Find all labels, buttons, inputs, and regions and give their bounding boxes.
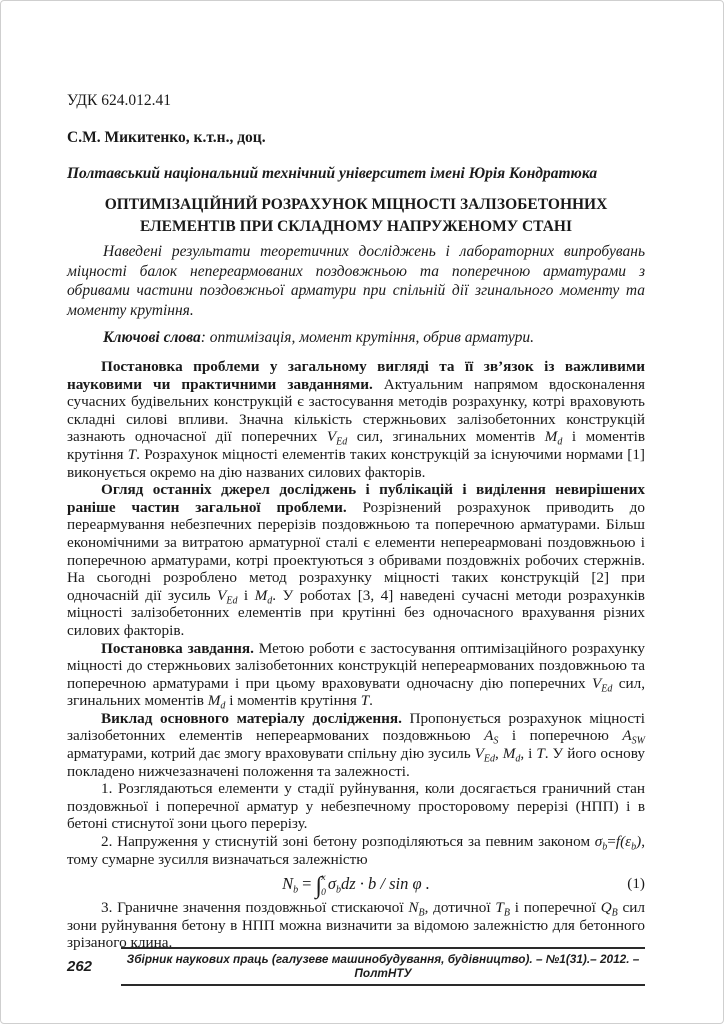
text-run: σ (594, 833, 603, 851)
text-run: Ed (226, 595, 238, 607)
text-run: ) (636, 833, 642, 851)
body-flow-1 (67, 358, 645, 868)
keywords (67, 328, 645, 347)
text-run: Метою роботи є застосування оптимізаційного розрахунку міцності до стержньових залізобетонних конструкцій непереармованих поздовжньою та поперечною арматурами і при цьому враховувати одночасну дію поперечних (67, 639, 646, 692)
text-run: . (369, 692, 373, 710)
text-run: M (207, 692, 221, 710)
text-run: 1. Розглядаються елементи у стадії руйнування, коли досягається граничний стан поздовжньої і поперечної арматур у небезпечному просторовому перерізі (НПП) і в бетоні стиснутої зони цього перерізу. (67, 780, 645, 833)
equation (67, 871, 645, 900)
text-run: V (592, 674, 602, 692)
text-run: B (611, 907, 618, 919)
text-run: N (408, 899, 419, 917)
equation-formula (282, 873, 430, 900)
keywords-text: : оптимізація, момент крутіння, обрив арматури. (200, 329, 534, 346)
text-run: і поперечною (498, 727, 623, 745)
text-run: T (127, 445, 137, 463)
text-run: сил зони руйнування бетону в НПП можна визначити за відомою залежністю для бетонного зрізаного клина. (67, 899, 645, 952)
paragraph-main-material (67, 710, 645, 780)
text-run: T (536, 745, 545, 763)
text-run: d (267, 595, 273, 607)
text-run: SW (631, 735, 645, 747)
text-run: 3. Граничне значення поздовжньої стискаючої (101, 899, 409, 917)
text-run: Постановка проблеми у загальному вигляді та її зв’язок із важливими науковими чи практичними завданнями. (67, 358, 645, 393)
text-run: d (515, 753, 521, 765)
paper-title-line-1: ОПТИМІЗАЦІЙНИЙ РОЗРАХУНОК МІЦНОСТІ ЗАЛІЗОБЕТОННИХ (104, 196, 608, 213)
list-item-3 (67, 899, 645, 952)
affiliation: Полтавський національний технічний університет імені Юрія Кондратюка (67, 165, 598, 182)
text-run: Огляд останніх джерел досліджень і публікацій і виділення невирішених раніше частин загальної проблеми. (67, 481, 645, 516)
text-run: і моментів крутіння (67, 428, 645, 463)
integral-upper-limit: x (321, 873, 326, 884)
text-run: арматурами, котрий дає змогу враховувати спільну дію зусиль (67, 745, 475, 763)
text-run: M (502, 745, 516, 763)
text-run: b (631, 841, 637, 853)
text-run: b (602, 841, 608, 853)
text-run: Актуальним напрямом вдосконалення сучасних будівельних конструкцій є застосування методів розрахунку, котрі враховують складні силові впливи. Значна кількість стержньових залізобетонних конструкцій зазнають одночасної дії поперечних (67, 375, 646, 446)
journal-footer-text: Збірник наукових праць (галузеве машинобудування, будівництво). – №1(31).– 2012. – ПолтНТУ (121, 947, 645, 986)
text-run: Ed (483, 753, 495, 765)
integral-lower-limit: 0 (321, 887, 326, 898)
text-run: d (557, 436, 563, 448)
text-run: ε (625, 833, 632, 851)
keywords-label: Ключові слова (103, 329, 201, 346)
text-run: , і (520, 745, 537, 763)
text-run: = (607, 833, 616, 851)
text-run: A (484, 727, 494, 745)
text-run: . У його основу покладено нижчезазначені положення та залежності. (67, 745, 645, 780)
eq-equals: = (302, 874, 312, 894)
integral-glyph: ∫ (315, 873, 323, 900)
text-run: T (495, 899, 504, 917)
text-run: . Розрахунок міцності елементів таких конструкцій за існуючими нормами [1] виконується окремо на дію названих силових факторів. (67, 445, 645, 481)
text-run: d (220, 700, 226, 712)
eq-integrand-sub: b (335, 884, 341, 896)
list-item-2 (67, 833, 645, 868)
text-run: і поперечної (509, 899, 601, 917)
abstract: Наведені результати теоретичних досліджень і лабораторних випробувань міцності балок непереармованих поздовжньою та поперечною арматурами з обривами частини поздовжньої арматури при спільній дії згинального моменту та моменту крутіння. (67, 243, 645, 319)
list-item-1 (67, 780, 645, 833)
eq-tail: dz · b / sin φ . (340, 874, 430, 894)
text-run: S (493, 735, 499, 747)
text-run: , (494, 745, 503, 763)
text-run: сил, згинальних моментів (347, 428, 545, 446)
text-run: Ed (336, 436, 348, 448)
text-run: B (418, 907, 425, 919)
text-run: Виклад основного матеріалу дослідження. (101, 709, 410, 727)
text-run: , тому сумарне зусилля визначаться залежністю (67, 833, 645, 868)
text-run: T (360, 692, 370, 710)
text-run: M (254, 586, 268, 604)
text-run: і (237, 586, 255, 604)
eq-lhs-sub: b (293, 884, 299, 896)
text-run: Розрізнений розрахунок приводить до переармування небезпечних перерізів поздовжньою та поперечною арматурами. Більш економічними за витратою арматурної сталі є елементи непереармовані поздовжньою і поперечною арматурами, котрі проектуються з обривами поздовжніх робочих стержнів. На сьогодні розроблено метод розрахунку міцності таких конструкцій [2] при одночасній дії зусиль (67, 498, 645, 604)
text-run: M (544, 428, 558, 446)
text-run: , дотичної (424, 899, 496, 917)
paper-title (67, 194, 645, 238)
text-run: A (622, 727, 632, 745)
eq-lhs: N (282, 874, 294, 894)
paragraph-task-statement (67, 640, 645, 710)
text-run: f( (615, 833, 626, 851)
text-run: V (326, 428, 337, 446)
author-line: С.М. Микитенко, к.т.н., доц. (67, 129, 266, 146)
text-run: і моментів крутіння (225, 692, 361, 710)
equation-number: (1) (627, 875, 645, 893)
text-run: Q (600, 899, 612, 917)
page-number: 262 (67, 958, 93, 975)
text-run: сил, згинальних моментів (67, 674, 645, 710)
text-run: Ed (601, 683, 613, 695)
text-run: 2. Напруження у стиснутій зоні бетону розподіляються за певним законом (101, 833, 595, 851)
integral-sign (315, 874, 327, 898)
text-run: V (217, 586, 227, 604)
text-run: V (474, 745, 484, 763)
text-run: Постановка завдання. (101, 639, 259, 657)
paper-title-line-2: ЕЛЕМЕНТІВ ПРИ СКЛАДНОМУ НАПРУЖЕНОМУ СТАНІ (140, 218, 572, 235)
body-flow-2 (67, 899, 645, 952)
paragraph-problem-statement (67, 358, 645, 481)
text-run: B (503, 907, 510, 919)
text-run: . У роботах [3, 4] наведені сучасні методи розрахунків міцності залізобетонних елементів при крутінні без одночасного врахування різних силових факторів. (67, 586, 645, 639)
paragraph-literature-review (67, 481, 645, 639)
udc-code: УДК 624.012.41 (67, 92, 171, 109)
text-run: Пропонується розрахунок міцності залізобетонних елементів непереармованих поздовжньою (67, 709, 645, 745)
footer (67, 947, 645, 986)
eq-integrand: σ (327, 874, 336, 894)
